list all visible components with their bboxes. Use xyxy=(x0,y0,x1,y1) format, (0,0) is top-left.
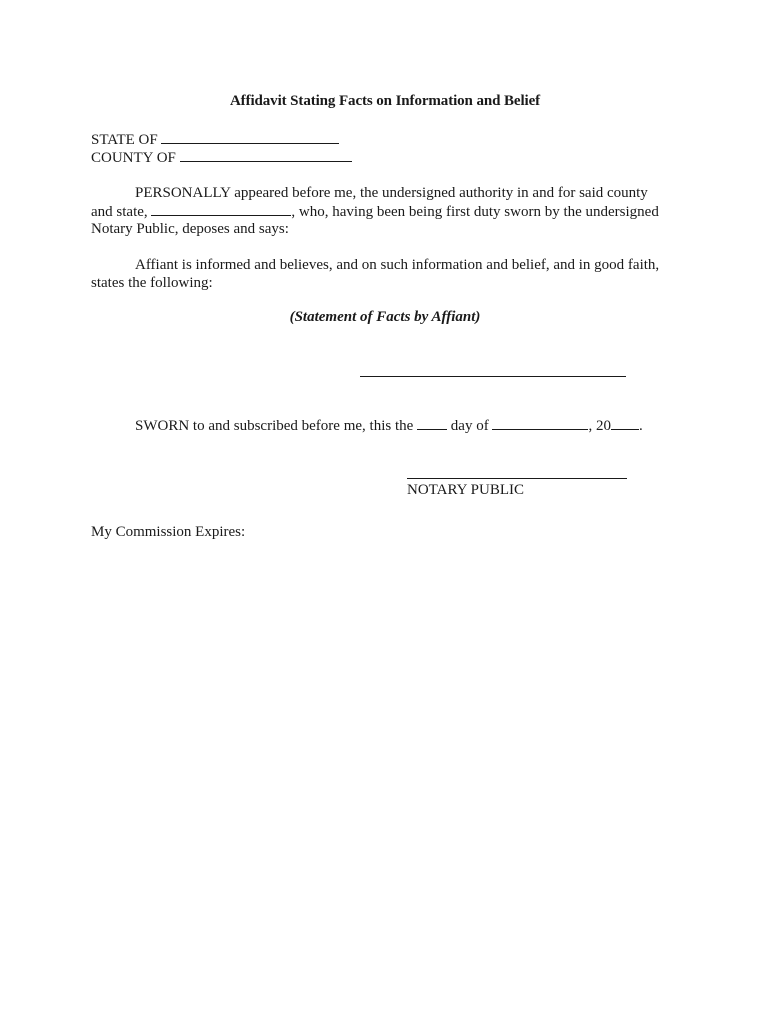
state-label: STATE OF xyxy=(91,132,158,148)
para1-line1: PERSONALLY appeared before me, the undersigned authority in and for said county xyxy=(135,185,648,201)
sworn-part1: SWORN to and subscribed before me, this the xyxy=(135,418,414,434)
para1-line2-end: , who, having been being first duty sworn by the undersigned xyxy=(291,204,659,220)
state-line xyxy=(91,130,339,149)
notary-signature-line[interactable] xyxy=(407,478,627,479)
para1-line2-start: and state, xyxy=(91,204,148,220)
county-label: COUNTY OF xyxy=(91,150,176,166)
para2-line1: Affiant is informed and believes, and on such information and belief, and in good faith, xyxy=(135,257,660,273)
affiant-signature-line[interactable] xyxy=(360,376,626,377)
para2-line2: states the following: xyxy=(91,275,213,291)
county-blank[interactable] xyxy=(180,148,352,162)
commission-label: My Commission Expires: xyxy=(91,524,246,540)
statement-heading: (Statement of Facts by Affiant) xyxy=(289,309,481,325)
para1-line3: Notary Public, deposes and says: xyxy=(91,221,289,237)
affiant-name-blank[interactable] xyxy=(151,202,291,216)
para1-line2 xyxy=(91,202,659,221)
sworn-part3: , 20 xyxy=(588,418,611,434)
document-title: Affidavit Stating Facts on Information and Belief xyxy=(229,93,541,109)
county-line xyxy=(91,148,352,167)
sworn-part2: day of xyxy=(450,418,489,434)
year-blank[interactable] xyxy=(611,416,639,430)
notary-label: NOTARY PUBLIC xyxy=(407,482,525,498)
state-blank[interactable] xyxy=(161,130,339,144)
sworn-part4: . xyxy=(638,418,643,434)
month-blank[interactable] xyxy=(492,416,588,430)
sworn-line xyxy=(135,416,643,435)
day-blank[interactable] xyxy=(417,416,447,430)
